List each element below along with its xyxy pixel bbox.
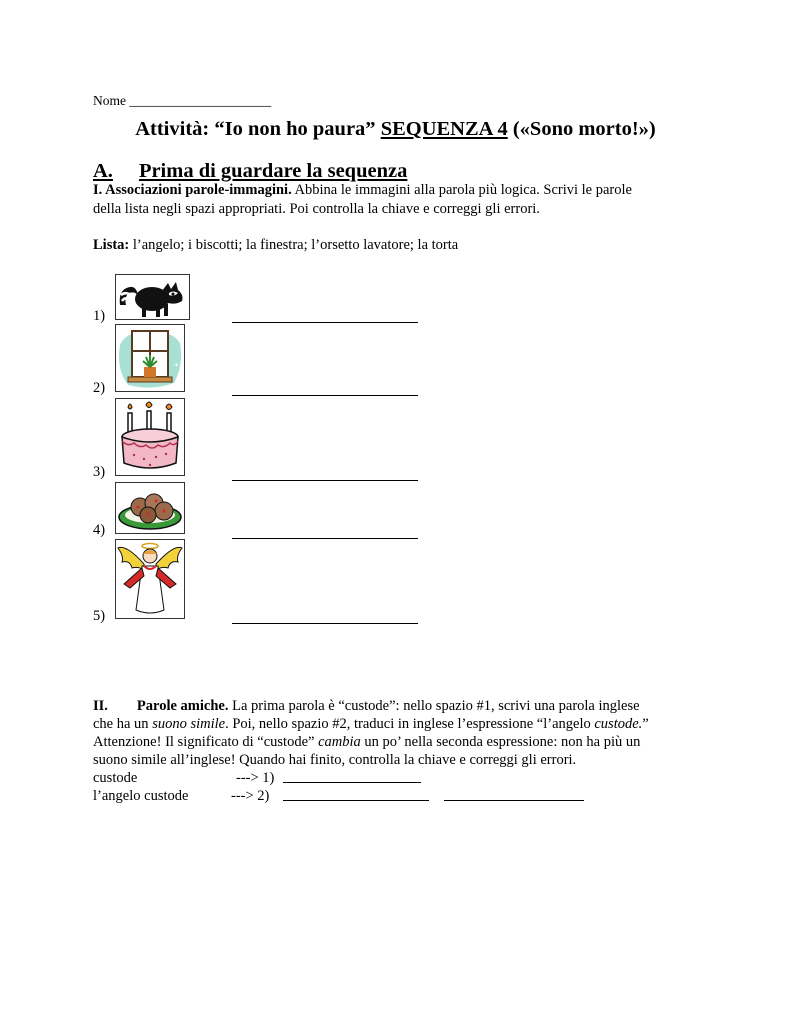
exercise-1-text-1: Abbina le immagini alla parola più logica. Scrivi le parole xyxy=(291,182,632,198)
exercise-2-line-3 xyxy=(93,733,640,751)
answer-line-1[interactable] xyxy=(232,322,418,323)
angel-icon xyxy=(116,540,184,618)
item-number-5: 5) xyxy=(93,608,106,624)
custode-row-arrow: ---> 1) xyxy=(236,770,275,786)
cookies-icon xyxy=(116,483,184,533)
answer-line-3[interactable] xyxy=(232,480,418,481)
exercise-2-text-3a: Attenzione! Il significato di “custode” xyxy=(93,734,319,750)
window-picture xyxy=(115,324,185,392)
item-number-1: 1) xyxy=(93,308,106,324)
word-list-items: l’angelo; i biscotti; la finestra; l’orsetto lavatore; la torta xyxy=(129,237,459,253)
name-label: Nome xyxy=(93,93,126,108)
custode-answer-1[interactable] xyxy=(283,782,421,783)
exercise-1-line-2: della lista negli spazi appropriati. Poi controlla la chiave e correggi gli errori. xyxy=(93,201,540,217)
section-a-heading xyxy=(93,160,407,183)
page-title xyxy=(0,118,791,141)
angelo-answer-2b[interactable] xyxy=(444,800,584,801)
answer-line-2[interactable] xyxy=(232,395,418,396)
raccoon-picture xyxy=(115,274,190,320)
exercise-2-text-2-italic-2: custode. xyxy=(594,716,643,732)
exercise-2-line-2 xyxy=(93,715,649,733)
exercise-1-line-1 xyxy=(93,181,632,199)
angel-picture xyxy=(115,539,185,619)
title-part1: Attività: “Io non ho paura” xyxy=(135,118,381,140)
angelo-row-word: l’angelo custode xyxy=(93,788,189,804)
exercise-2-text-2b: . Poi, nello spazio #2, traduci in inglese l’espressione “l’angelo xyxy=(225,716,595,732)
title-sequence: SEQUENZA 4 xyxy=(380,118,508,140)
answer-line-4[interactable] xyxy=(232,538,418,539)
custode-row-word: custode xyxy=(93,770,138,786)
window-icon xyxy=(116,325,184,391)
cookies-picture xyxy=(115,482,185,534)
exercise-2-text-3-italic: cambia xyxy=(318,734,361,750)
raccoon-icon xyxy=(116,275,189,319)
exercise-2-text-1: La prima parola è “custode”: nello spazio #1, scrivi una parola inglese xyxy=(228,698,640,714)
word-list xyxy=(93,236,458,254)
svg-text:✦: ✦ xyxy=(122,335,128,341)
exercise-2-label: Parole amiche. xyxy=(136,698,229,714)
angelo-row-arrow: ---> 2) xyxy=(231,788,270,804)
svg-text:✦: ✦ xyxy=(174,363,180,369)
answer-line-5[interactable] xyxy=(232,623,418,624)
exercise-2-text-2-italic: suono simile xyxy=(152,716,226,732)
angelo-answer-2a[interactable] xyxy=(283,800,429,801)
exercise-2-line-1 xyxy=(93,697,640,715)
exercise-2-text-2c: ” xyxy=(642,716,649,732)
exercise-2-text-2a: che ha un xyxy=(93,716,153,732)
section-a-letter: A. xyxy=(93,160,113,182)
section-a-title: Prima di guardare la sequenza xyxy=(138,160,408,182)
exercise-2-text-3b: un po’ nella seconda espressione: non ha più un xyxy=(360,734,641,750)
exercise-2-line-4: suono simile all’inglese! Quando hai finito, controlla la chiave e correggi gli errori. xyxy=(93,752,577,768)
name-field[interactable]: _____________________ xyxy=(129,93,272,108)
word-list-label: Lista: xyxy=(93,237,130,253)
cake-icon xyxy=(116,399,184,475)
title-part3: («Sono morto!») xyxy=(507,118,656,140)
item-number-2: 2) xyxy=(93,380,106,396)
item-number-4: 4) xyxy=(93,522,106,538)
cake-picture xyxy=(115,398,185,476)
exercise-2-numeral: II. xyxy=(93,698,108,714)
name-line xyxy=(93,93,271,109)
exercise-1-label: I. Associazioni parole-immagini. xyxy=(93,182,292,198)
item-number-3: 3) xyxy=(93,464,106,480)
